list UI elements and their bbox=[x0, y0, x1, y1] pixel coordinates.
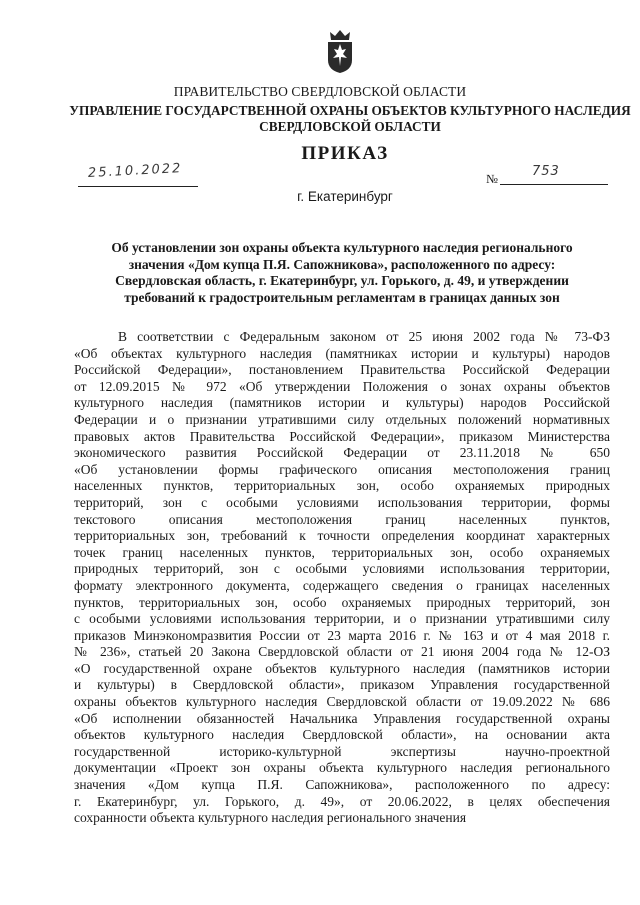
body-line: населенных пунктов, территориальных зон, особо охраняемых природных bbox=[74, 478, 610, 494]
body-line: объектов культурного наследия Свердловской области», на основании акта bbox=[74, 727, 610, 743]
handwritten-date: 25.10.2022 bbox=[87, 161, 183, 181]
government-name: ПРАВИТЕЛЬСТВО СВЕРДЛОВСКОЙ ОБЛАСТИ bbox=[173, 84, 467, 99]
heading-line: требований к градостроительным регламентам в границах данных зон bbox=[124, 289, 560, 305]
city-line: г. Екатеринбург bbox=[297, 189, 393, 204]
body-line: природных территорий, зон с особыми условиями использования территории, bbox=[74, 561, 610, 577]
department-name bbox=[60, 103, 640, 135]
heading-line: Свердловская область, г. Екатеринбург, ул. Горького, д. 49, и утверждении bbox=[115, 273, 569, 289]
body-line: Федерации и о признании утратившими силу отдельных положений нормативных bbox=[74, 411, 610, 427]
order-heading bbox=[74, 240, 610, 306]
body-line: Российской Федерации», постановлением Правительства Российской Федерации bbox=[74, 362, 610, 378]
body-line: г. Екатеринбург, ул. Горького, д. 49», от 20.06.2022, в целях обеспечения bbox=[74, 793, 610, 809]
body-line: В соответствии с Федеральным законом от 25 июня 2002 года № 73-ФЗ bbox=[118, 329, 610, 344]
number-sign: № bbox=[486, 172, 498, 186]
date-field bbox=[78, 161, 198, 187]
body-line: сохранности объекта культурного наследия регионального значения bbox=[74, 810, 467, 826]
coat-of-arms-icon bbox=[326, 28, 354, 74]
department-name-line: УПРАВЛЕНИЕ ГОСУДАРСТВЕННОЙ ОХРАНЫ ОБЪЕКТОВ КУЛЬТУРНОГО НАСЛЕДИЯ bbox=[69, 103, 631, 118]
body-line: значения «Дом купца П.Я. Сапожникова», расположенного по адресу: bbox=[74, 777, 610, 793]
body-line: территориальных зон, требований к точности определения координат характерных bbox=[74, 528, 610, 544]
body-line: № 236», статьей 20 Закона Свердловской области от 21 июня 2004 года № 12-ОЗ bbox=[74, 644, 610, 660]
body-line: и культуры) в Свердловской области», приказом Управления государственной bbox=[74, 677, 610, 693]
body-line: территорий, зон с особыми условиями использования территории, формы bbox=[74, 494, 610, 510]
body-line: культурного наследия (памятников истории и культуры) народов Российской bbox=[74, 395, 610, 411]
body-line: точек границ населенных пунктов, территориальных зон, особо охраняемых bbox=[74, 544, 610, 560]
body-line: приказов Минэкономразвития России от 23 марта 2016 г. № 163 и от 4 мая 2018 г. bbox=[74, 627, 610, 643]
body-line: «Об установлении формы графического описания местоположения границ bbox=[74, 461, 610, 477]
handwritten-number: 753 bbox=[532, 164, 560, 179]
body-line: «О государственной охране объектов культурного наследия (памятников истории bbox=[74, 660, 610, 676]
body-line: государственной историко-культурной экспертизы научно-проектной bbox=[74, 743, 610, 759]
body-line: с особыми условиями использования территории, и о признании утратившими силу bbox=[74, 611, 610, 627]
heading-line: значения «Дом купца П.Я. Сапожникова», расположенного по адресу: bbox=[128, 256, 556, 272]
body-line: от 12.09.2015 № 972 «Об утверждении Положения о зонах охраны объектов bbox=[74, 378, 610, 394]
order-body bbox=[74, 329, 610, 827]
body-line: документации «Проект зон охраны объекта культурного наследия регионального bbox=[74, 760, 610, 776]
body-line: охраны объектов культурного наследия Свердловской области от 19.09.2022 № 686 bbox=[74, 694, 610, 710]
body-line: «Об объектах культурного наследия (памятниках истории и культуры) народов bbox=[74, 345, 610, 361]
body-line: формату электронного документа, содержащего сведения о границах населенных bbox=[74, 577, 610, 593]
document-type-title: ПРИКАЗ bbox=[301, 143, 389, 164]
body-line: «Об исполнении обязанностей Начальника Управления государственной охраны bbox=[74, 710, 610, 726]
body-line: пунктов, территориальных зон, особо охраняемых природных территорий, зон bbox=[74, 594, 610, 610]
body-line: правовых актов Правительства Российской Федерации», приказом Министерства bbox=[74, 428, 610, 444]
department-name-line: СВЕРДЛОВСКОЙ ОБЛАСТИ bbox=[259, 119, 441, 134]
number-field bbox=[500, 164, 608, 185]
heading-line: Об установлении зон охраны объекта культурного наследия регионального bbox=[111, 240, 573, 255]
body-line: текстового описания местоположения границ населенных пунктов, bbox=[74, 511, 610, 527]
body-line: экономического развития Российской Федерации от 23.11.2018 № 650 bbox=[74, 445, 610, 461]
